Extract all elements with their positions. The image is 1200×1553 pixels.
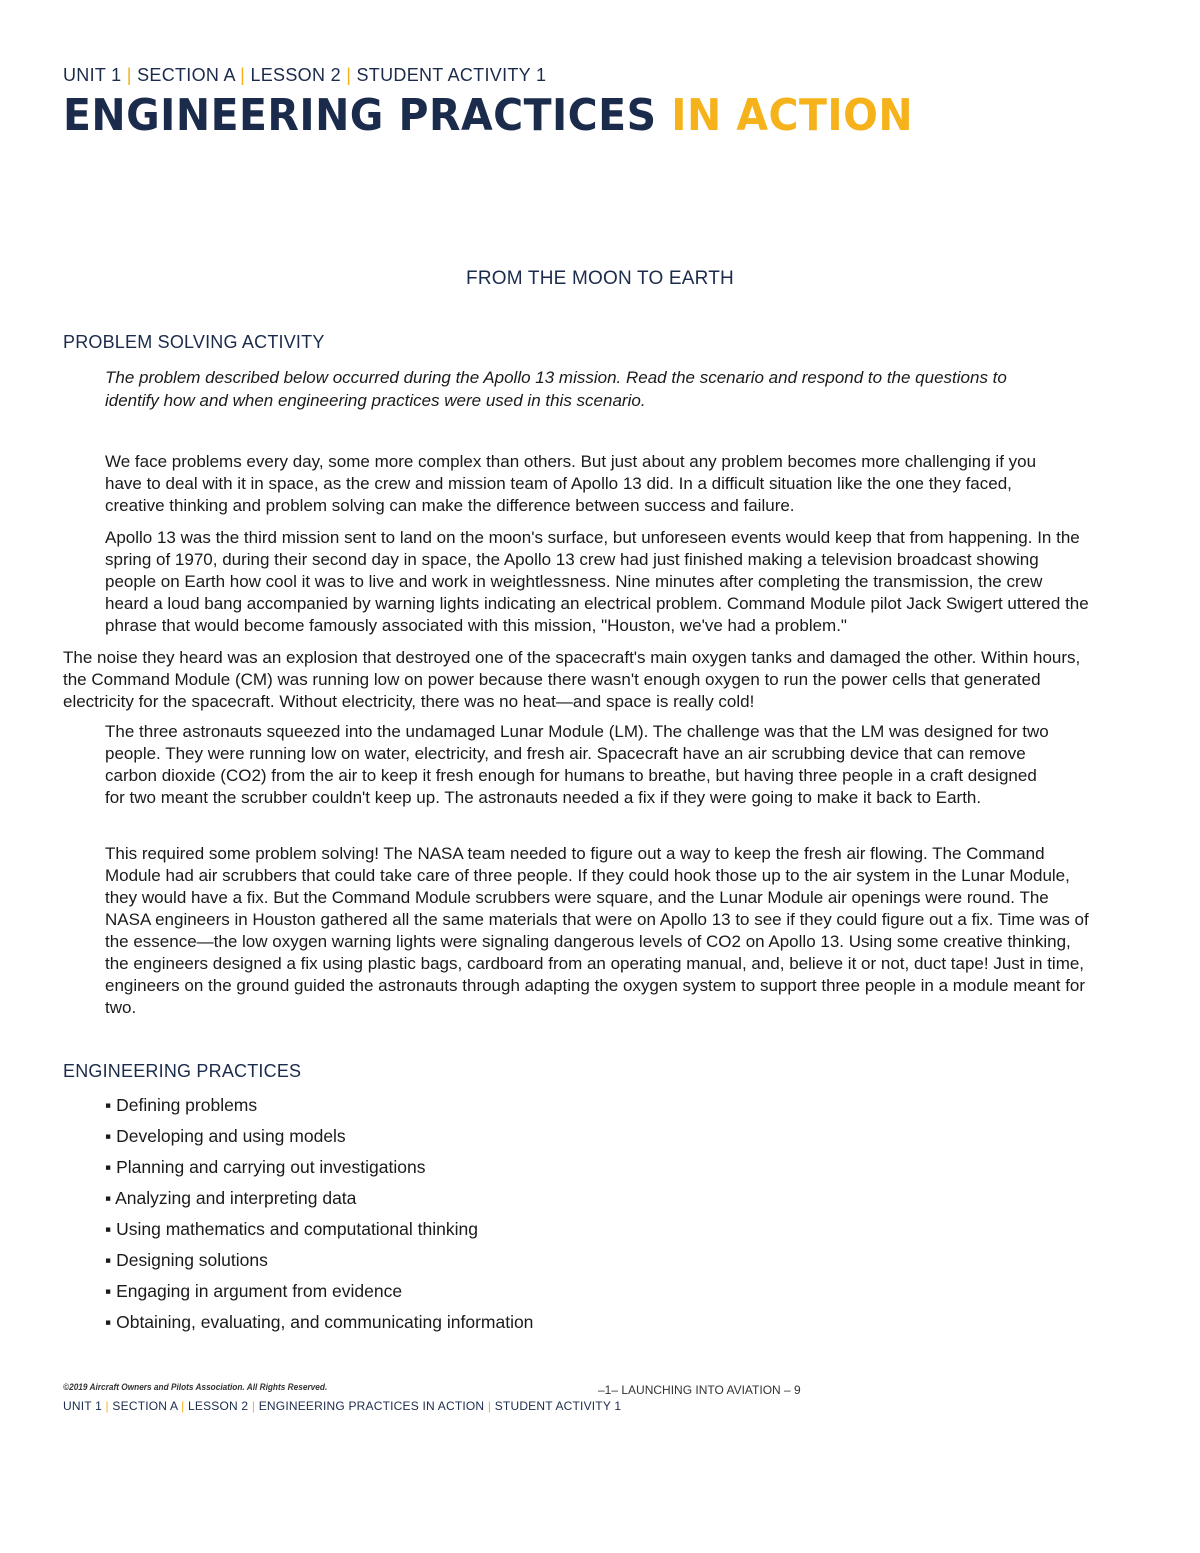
paragraph-5: This required some problem solving! The NASA team needed to figure out a way to keep the fresh air flowing. The Command Module had air scrubbers that could take care of three people. If they could hook those up to the air system in the Lunar Module, they would have a fix. But the Command Module scrubbers were square, and the Lunar Module air openings were round. The NASA engineers in Houston gathered all the same materials that were on Apollo 13 to see if they could figure out a fix. Time was of the essence—the low oxygen warning lights were signaling dangerous levels of CO2 on Apollo 13. Using some creative thinking, the engineers designed a fix using plastic bags, cardboard from an operating manual, and, believe it or not, duct tape! Just in time, engineers on the ground guided the astronauts through adapting the oxygen system to support three people in a module meant for two. <box>105 844 1089 1017</box>
footer-page-number: –1– LAUNCHING INTO AVIATION – 9 <box>598 1383 801 1397</box>
paragraph-1: We face problems every day, some more complex than others. But just about any problem becomes more challenging if you have to deal with it in space, as the crew and mission team of Apollo 13 did. In a difficult situation like the one they faced, creative thinking and problem solving can make the difference between success and failure. <box>105 452 1037 515</box>
list-item: ▪ Using mathematics and computational thinking <box>105 1219 478 1239</box>
bullet-icon: ▪ <box>105 1157 112 1177</box>
breadcrumb-separator: | <box>251 1399 256 1413</box>
paragraph-3: The noise they heard was an explosion that destroyed one of the spacecraft's main oxygen tanks and damaged the other. Within hours, the Command Module (CM) was running low on power because there wasn't enough oxygen to run the power cells that generated electricity for the spacecraft. Without electricity, there was no heat—and space is really cold! <box>63 648 1081 711</box>
list-item: ▪ Designing solutions <box>105 1250 268 1270</box>
page-title <box>63 90 913 141</box>
paragraph-4: The three astronauts squeezed into the undamaged Lunar Module (LM). The challenge was that the LM was designed for two people. They were running low on water, electricity, and fresh air. Spacecraft have an air scrubbing device that can remove carbon dioxide (CO2) from the air to keep it fresh enough for humans to breathe, but having three people in a craft designed for two meant the scrubber couldn't keep up. The astronauts needed a fix if they were going to make it back to Earth. <box>105 722 1049 807</box>
intro-instructions: The problem described below occurred during the Apollo 13 mission. Read the scenario and respond to the questions to identify how and when engineering practices were used in this scenario. <box>105 368 1007 410</box>
list-item: ▪ Engaging in argument from evidence <box>105 1281 403 1301</box>
bullet-icon: ▪ <box>105 1219 112 1239</box>
bullet-icon: ▪ <box>105 1188 112 1208</box>
bullet-icon: ▪ <box>105 1126 112 1146</box>
breadcrumb-separator: | <box>346 65 352 85</box>
bullet-icon: ▪ <box>105 1312 112 1332</box>
title-main: ENGINEERING PRACTICES <box>63 90 657 141</box>
list-item: ▪ Obtaining, evaluating, and communicating information <box>105 1312 534 1332</box>
bullet-icon: ▪ <box>105 1250 112 1270</box>
section-heading-engineering-practices: ENGINEERING PRACTICES <box>63 1061 302 1081</box>
paragraph-2: Apollo 13 was the third mission sent to land on the moon's surface, but unforeseen events would keep that from happening. In the spring of 1970, during their second day in space, the Apollo 13 crew had just finished making a television broadcast showing people on Earth how cool it was to live and work in weightlessness. Nine minutes after completing the transmission, the crew heard a loud bang accompanied by warning lights indicating an electrical problem. Command Module pilot Jack Swigert uttered the phrase that would become famously associated with this mission, "Houston, we've had a problem." <box>105 528 1089 635</box>
header-breadcrumb <box>63 65 546 86</box>
breadcrumb-separator: | <box>181 1399 185 1413</box>
breadcrumb-section: SECTION A <box>137 65 235 85</box>
breadcrumb-activity: STUDENT ACTIVITY 1 <box>356 65 547 85</box>
breadcrumb-separator: | <box>487 1399 492 1413</box>
breadcrumb-separator: | <box>105 1399 109 1413</box>
list-item: ▪ Developing and using models <box>105 1126 346 1146</box>
list-item: ▪ Analyzing and interpreting data <box>105 1188 357 1208</box>
title-accent: IN ACTION <box>671 90 914 141</box>
document-title: FROM THE MOON TO EARTH <box>466 268 734 289</box>
list-item: ▪ Planning and carrying out investigations <box>105 1157 426 1177</box>
breadcrumb-separator: | <box>126 65 132 85</box>
footer-copyright: ©2019 Aircraft Owners and Pilots Association. All Rights Reserved. <box>63 1382 328 1392</box>
breadcrumb-unit: UNIT 1 <box>63 65 122 85</box>
section-heading-problem-solving: PROBLEM SOLVING ACTIVITY <box>63 332 325 352</box>
list-item: ▪ Defining problems <box>105 1095 258 1115</box>
breadcrumb-separator: | <box>240 65 246 85</box>
practices-list <box>105 1094 533 1342</box>
bullet-icon: ▪ <box>105 1281 112 1301</box>
footer-breadcrumb: UNIT 1 | SECTION A | LESSON 2 | ENGINEERING PRACTICES IN ACTION | STUDENT ACTIVITY 1 <box>63 1399 622 1413</box>
breadcrumb-lesson: LESSON 2 <box>250 65 341 85</box>
bullet-icon: ▪ <box>105 1095 112 1115</box>
